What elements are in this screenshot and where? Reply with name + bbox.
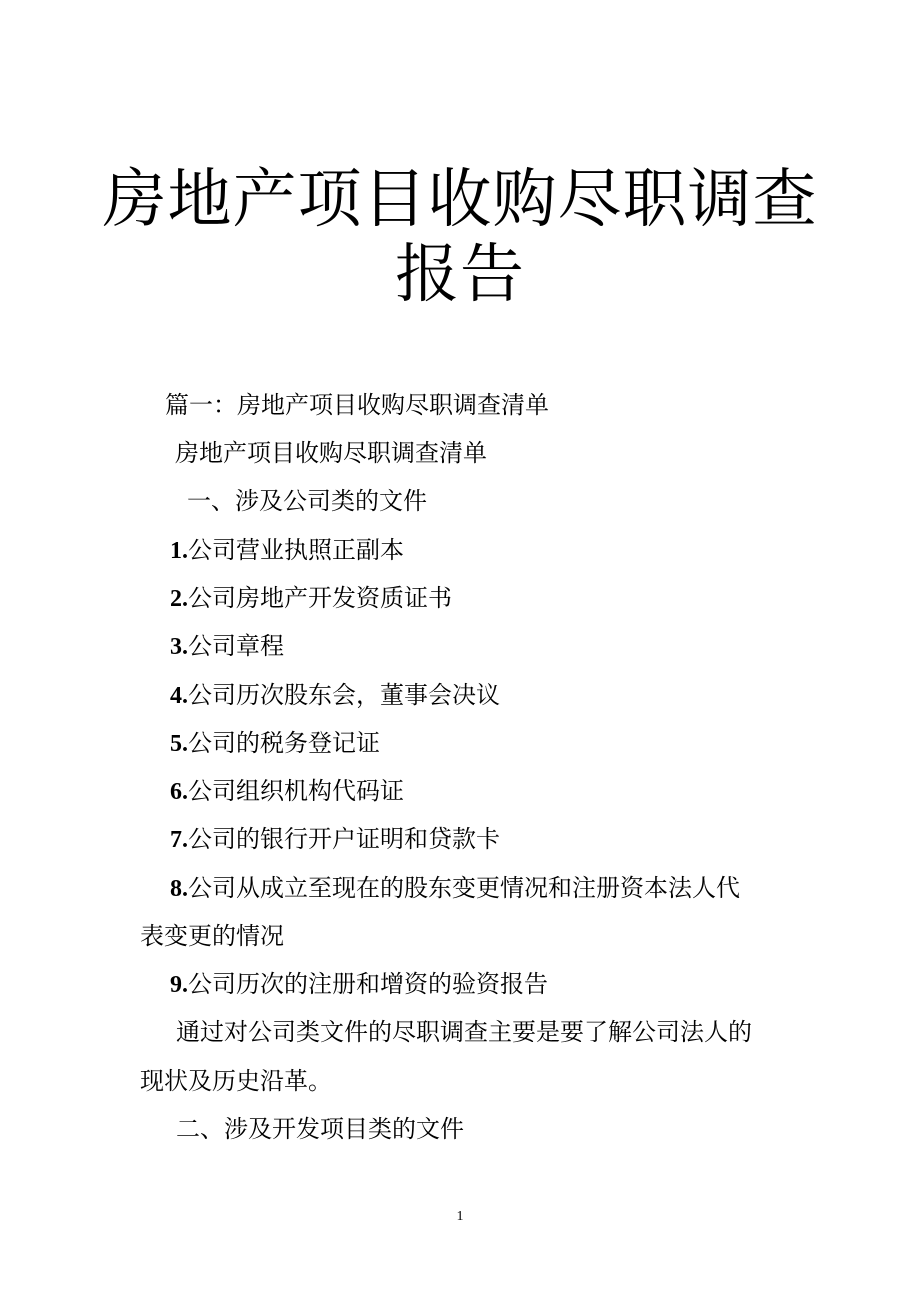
summary-line-2: 现状及历史沿革。 [140,1067,332,1095]
list-item-8 [170,873,740,904]
list-item-6 [170,776,404,807]
list-item-number: 9. [170,972,188,998]
list-item-text: 公司的税务登记证 [188,729,380,757]
list-item-number: 5. [170,731,188,757]
list-item-text: 公司历次股东会，董事会决议 [188,681,500,709]
list-item-7 [170,824,500,855]
list-item-9 [170,969,548,1000]
list-item-text: 公司的银行开户证明和贷款卡 [188,825,500,853]
part2-heading: 二、涉及开发项目类的文件 [176,1115,464,1143]
list-item-text: 公司历次的注册和增资的验资报告 [188,970,548,998]
list-item-number: 7. [170,827,188,853]
list-item-8-continuation: 表变更的情况 [140,922,284,950]
list-item-number: 4. [170,683,188,709]
list-item-4 [170,680,500,711]
part1-heading: 一、涉及公司类的文件 [187,487,427,515]
list-item-2 [170,583,452,614]
list-item-3 [170,631,284,662]
list-item-text: 公司章程 [188,632,284,660]
subtitle: 房地产项目收购尽职调查清单 [175,439,487,467]
document-title-line-1: 房地产项目收购尽职调查 [102,163,818,237]
list-item-text: 公司营业执照正副本 [188,536,404,564]
list-item-text: 公司组织机构代码证 [188,777,404,805]
list-item-number: 1. [170,538,188,564]
list-item-number: 2. [170,586,188,612]
list-item-1 [170,535,404,566]
page-number: 1 [456,1209,464,1224]
list-item-number: 8. [170,876,188,902]
list-item-text: 公司房地产开发资质证书 [188,584,452,612]
list-item-number: 3. [170,634,188,660]
list-item-5 [170,728,380,759]
summary-line-1: 通过对公司类文件的尽职调查主要是要了解公司法人的 [176,1018,752,1046]
document-title-line-2: 报告 [395,238,525,312]
list-item-text: 公司从成立至现在的股东变更情况和注册资本法人代 [188,874,740,902]
section-heading: 篇一：房地产项目收购尽职调查清单 [165,391,549,419]
list-item-number: 6. [170,779,188,805]
